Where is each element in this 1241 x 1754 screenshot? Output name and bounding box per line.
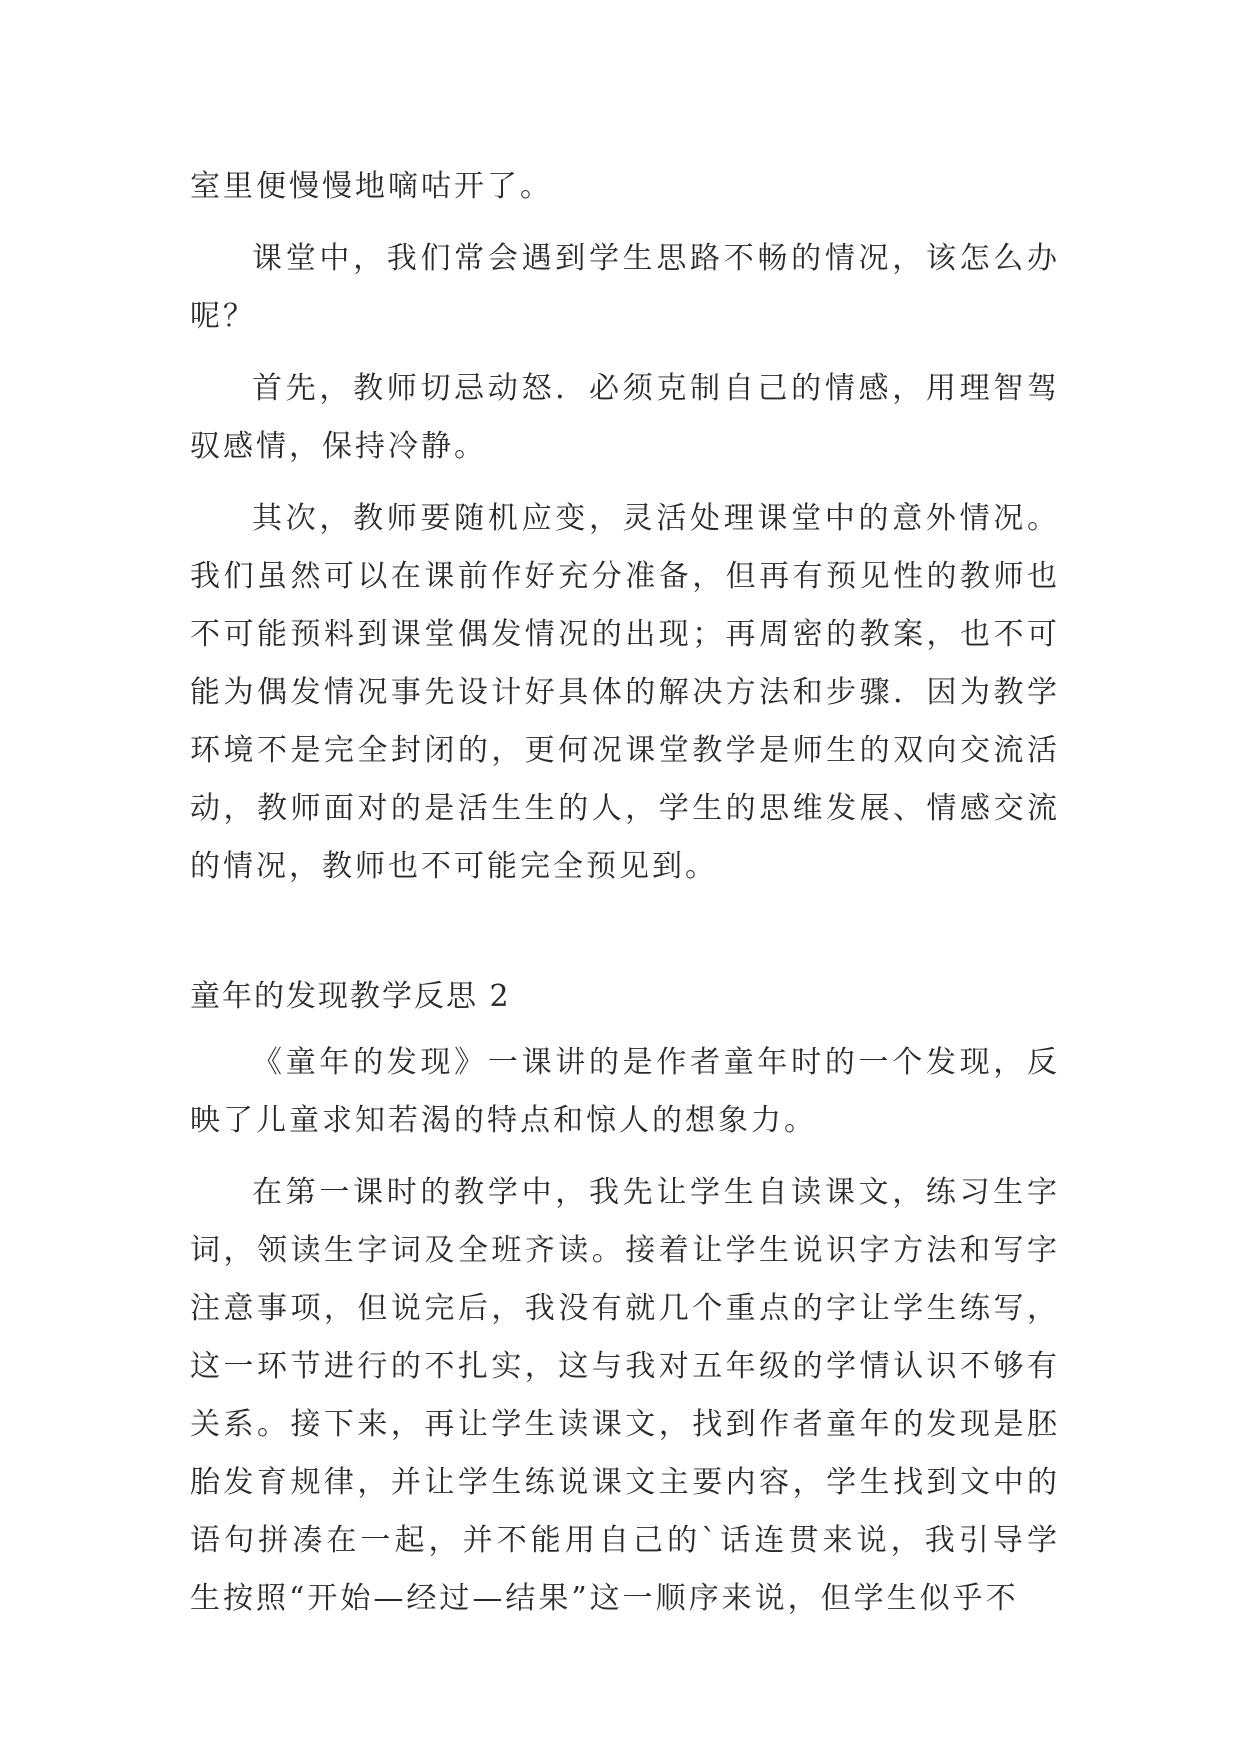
paragraph-second-point: 其次，教师要随机应变，灵活处理课堂中的意外情况。我们虽然可以在课前作好充分准备，但再有预见性的教师也不可能预料到课堂偶发情况的出现；再周密的教案，也不可能为偶发情况事先设计好具体的解决方法和步骤．因为教学环境不是完全封闭的，更何况课堂教学是师生的双向交流活动，教师面对的是活生生的人，学生的思维发展、情感交流的情况，教师也不可能完全预见到。 [190,501,1060,884]
section-title: 童年的发现教学反思 2 [190,979,511,1014]
paragraph-first-point: 首先，教师切忌动怒．必须克制自己的情感，用理智驾驭感情，保持冷静。 [190,371,1060,464]
paragraph-continuation: 室里便慢慢地嘀咕开了。 [190,169,553,204]
paragraph-lesson-reflection: 在第一课时的教学中，我先让学生自读课文，练习生字词，领读生字词及全班齐读。接着让学生说识字方法和写字注意事项，但说完后，我没有就几个重点的字让学生练写，这一环节进行的不扎实，这与我对五年级的学情认识不够有关系。接下来，再让学生读课文，找到作者童年的发现是胚胎发育规律，并让学生练说课文主要内容，学生找到文中的语句拼凑在一起，并不能用自己的`话连贯来说，我引导学生按照“开始—经过—结果”这一顺序来说，但学生似乎不 [190,1175,1060,1616]
document-body [190,158,1060,1642]
paragraph-question: 课堂中，我们常会遇到学生思路不畅的情况，该怎么办呢？ [190,241,1060,334]
paragraph-intro: 《童年的发现》一课讲的是作者童年时的一个发现，反映了儿童求知若渴的特点和惊人的想象力。 [190,1045,1060,1138]
